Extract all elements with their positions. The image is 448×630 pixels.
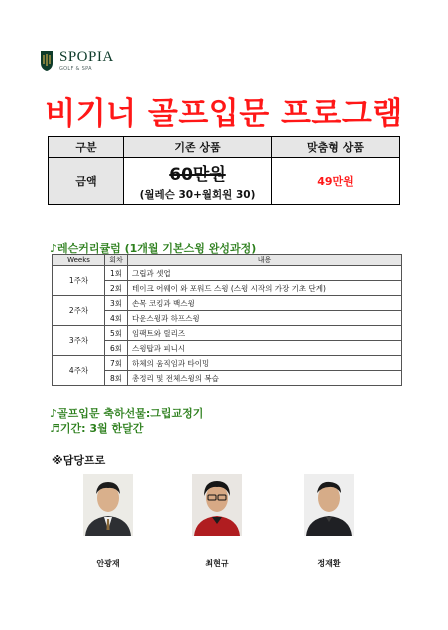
table-row <box>53 371 402 386</box>
staff-name: 최현규 <box>205 559 229 568</box>
week-label: 4주차 <box>53 356 105 386</box>
old-price-detail: (월레슨 30+월회원 30) <box>139 189 256 201</box>
session-content: 임팩트와 릴리즈 <box>128 326 402 341</box>
brand-name: SPOPIA <box>59 49 114 65</box>
staff-card <box>293 474 365 569</box>
curriculum-table <box>52 254 402 386</box>
staff-card <box>72 474 144 569</box>
session-number: 2회 <box>105 281 128 296</box>
session-number: 5회 <box>105 326 128 341</box>
table-row <box>53 326 402 341</box>
session-number: 7회 <box>105 356 128 371</box>
crest-icon <box>40 50 54 72</box>
session-number: 8회 <box>105 371 128 386</box>
staff-photo <box>304 474 354 536</box>
curriculum-header-content: 내용 <box>128 255 402 266</box>
staff-name: 안광재 <box>96 559 120 568</box>
session-content: 다운스윙과 하프스윙 <box>128 311 402 326</box>
week-label: 1주차 <box>53 266 105 296</box>
session-number: 4회 <box>105 311 128 326</box>
price-row-label: 금액 <box>49 158 124 205</box>
page-title: 비기너 골프입문 프로그램 <box>45 96 403 132</box>
gift-note: ♪골프입문 축하선물:그립교정기 <box>50 407 204 420</box>
staff-photo <box>83 474 133 536</box>
brand-subtitle: GOLF & SPA <box>59 66 92 72</box>
old-price: 60만원 <box>169 165 226 185</box>
week-label: 2주차 <box>53 296 105 326</box>
curriculum-title: ♪레슨커리큘럼 (1개월 기본스윙 완성과정) <box>50 242 257 255</box>
session-content: 그립과 셋업 <box>128 266 402 281</box>
staff-photo <box>192 474 242 536</box>
session-number: 6회 <box>105 341 128 356</box>
table-row <box>53 281 402 296</box>
session-number: 1회 <box>105 266 128 281</box>
price-header-custom: 맞춤형 상품 <box>272 137 400 158</box>
new-price: 49만원 <box>272 158 400 205</box>
session-content: 스윙탑과 피니시 <box>128 341 402 356</box>
table-row <box>53 266 402 281</box>
table-row <box>53 356 402 371</box>
price-table <box>48 136 400 205</box>
table-row <box>53 311 402 326</box>
curriculum-header-weeks: Weeks <box>53 255 105 266</box>
existing-price-cell <box>124 158 272 205</box>
table-row <box>53 341 402 356</box>
period-note: ♬기간: 3월 한달간 <box>50 422 144 435</box>
staff-name: 정재환 <box>317 559 341 568</box>
session-number: 3회 <box>105 296 128 311</box>
session-content: 하체의 움직임과 타이밍 <box>128 356 402 371</box>
staff-heading: ※담당프로 <box>52 454 106 467</box>
price-header-existing: 기존 상품 <box>124 137 272 158</box>
curriculum-header-session: 회차 <box>105 255 128 266</box>
staff-card <box>181 474 253 569</box>
session-content: 손목 코킹과 백스윙 <box>128 296 402 311</box>
week-label: 3주차 <box>53 326 105 356</box>
table-row <box>53 296 402 311</box>
spopia-logo <box>40 50 114 72</box>
session-content: 총정리 및 전체스윙의 복습 <box>128 371 402 386</box>
price-header-category: 구분 <box>49 137 124 158</box>
session-content: 테이크 어웨이 와 포워드 스윙 (스윙 시작의 가장 기초 단계) <box>128 281 402 296</box>
